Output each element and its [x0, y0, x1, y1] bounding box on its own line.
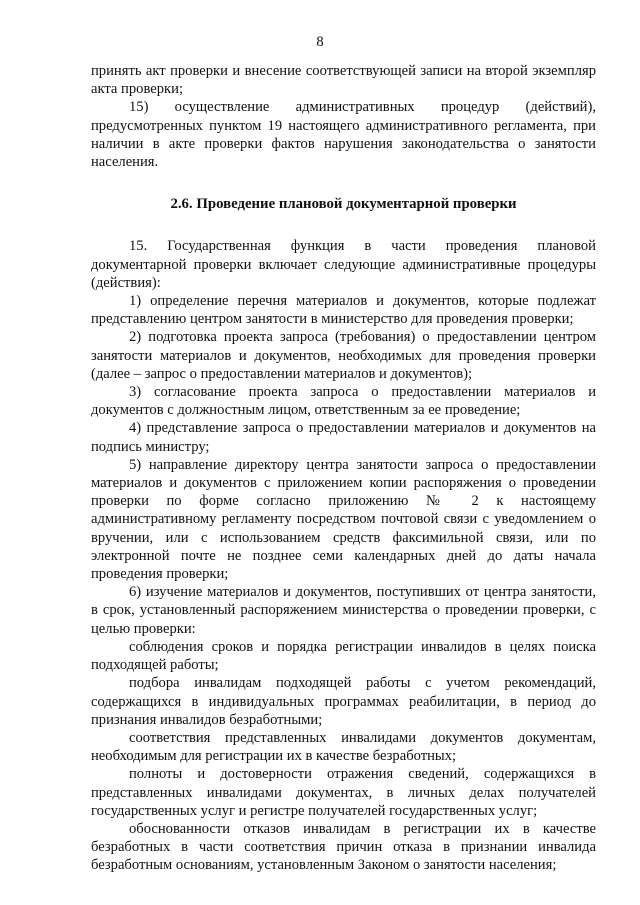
page-number: 8 [316, 34, 324, 50]
check-item-refusal-grounds: обоснованности отказов инвалидам в регистрации их в качестве безработных в части соответствия причин отказа в признании инвалида безработным основаниям, установленным Законом о занятости населения; [91, 820, 596, 874]
top-fragment: принять акт проверки и внесение соответствующей записи на второй экземпляр акта проверки; [91, 63, 596, 98]
list-item-1: 1) определение перечня материалов и документов, которые подлежат представлению центром занятости в министерство для проведения проверки; [91, 293, 596, 328]
section-heading: 2.6. Проведение плановой документарной проверки [170, 196, 517, 213]
list-item-6: 6) изучение материалов и документов, поступивших от центра занятости, в срок, установленный распоряжением министерства о проведении проверки, с целью проверки: [91, 584, 596, 637]
list-item-15-previous: 15) осуществление административных процедур (действий), предусмотренных пунктом 19 настоящего административного регламента, при наличии в акте проверки фактов нарушения законодательства о занятости населения. [91, 99, 596, 171]
paragraph-intro: 15. Государственная функция в части проведения плановой документарной проверки включает следующие административные процедуры (действия): [91, 238, 596, 291]
list-item-4: 4) представление запроса о предоставлении материалов и документов на подпись министру; [91, 420, 596, 455]
list-item-3: 3) согласование проекта запроса о предоставлении материалов и документов с должностным лицом, ответственным за ее проведение; [91, 384, 596, 419]
check-item-document-conformity: соответствия представленных инвалидами документов документам, необходимым для регистрации их в качестве безработных; [91, 729, 596, 765]
list-item-5: 5) направление директору центра занятости запроса о предоставлении материалов и документов с приложением копии распоряжения о проведении проверки по форме согласно приложению № 2 к настоящему административному регламенту посредством почтовой связи с уведомлением о вручении, или с использованием средств факсимильной связи, или по электронной почте не позднее семи календарных дней до даты начала проведения проверки; [91, 456, 596, 583]
document-body [91, 62, 596, 875]
check-item-data-completeness: полноты и достоверности отражения сведений, содержащихся в представленных инвалидами документах, в личных делах получателей государственных услуг и регистре получателей государственных услуг; [91, 766, 596, 819]
check-item-registration: соблюдения сроков и порядка регистрации инвалидов в целях поиска подходящей работы; [91, 638, 596, 674]
check-item-job-matching: подбора инвалидам подходящей работы с учетом рекомендаций, содержащихся в индивидуальных программах реабилитации, в период до признания инвалидов безработными; [91, 675, 596, 728]
list-item-2: 2) подготовка проекта запроса (требования) о предоставлении центром занятости материалов и документов, необходимых для проведения проверки (далее – запрос о предоставлении материалов и документов); [91, 329, 596, 382]
